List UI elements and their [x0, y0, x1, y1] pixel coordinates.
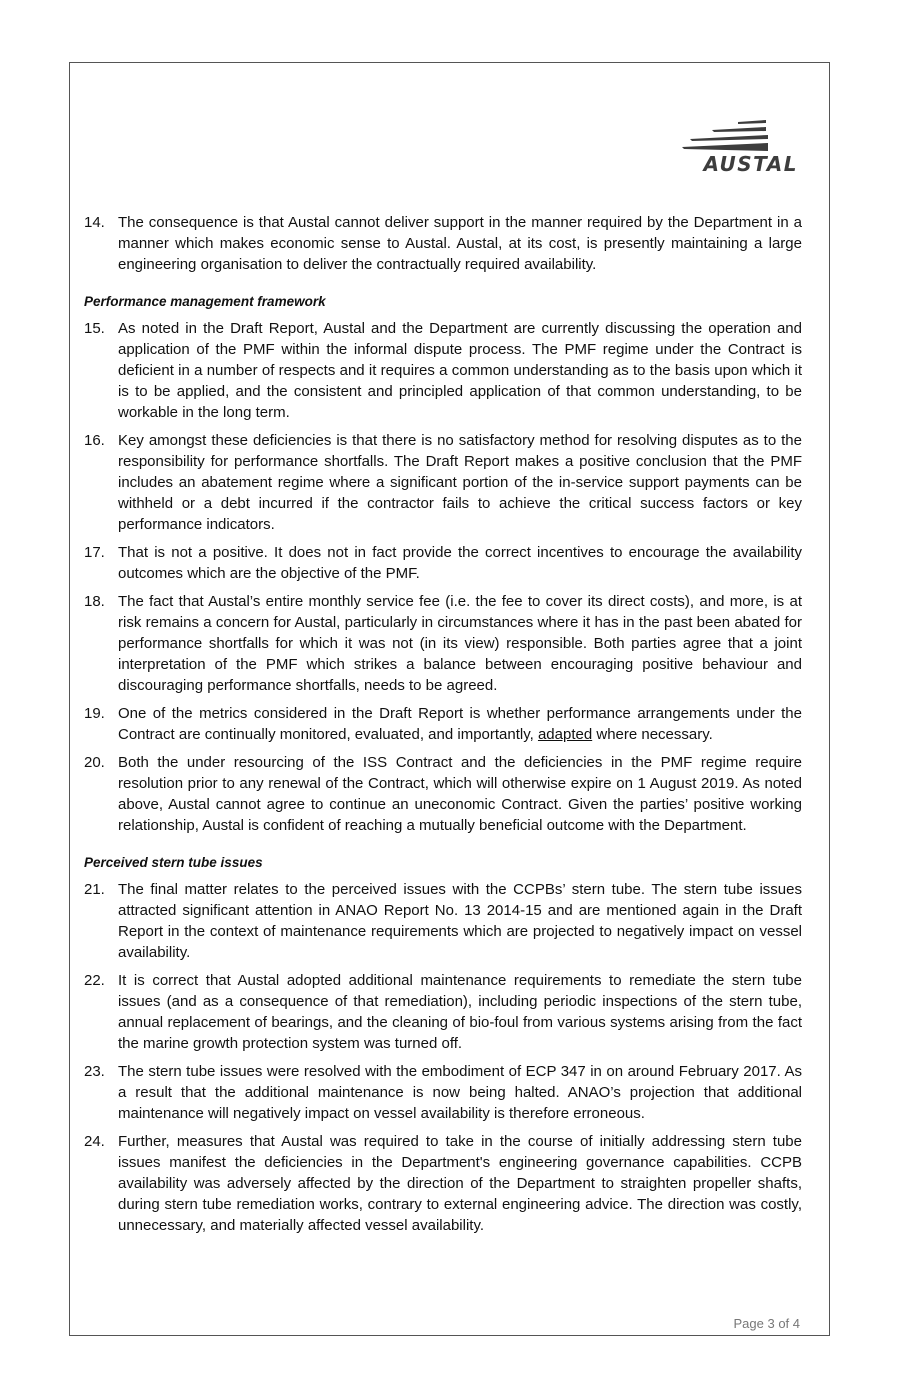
paragraph-number: 24.	[84, 1133, 105, 1150]
paragraph-16	[84, 430, 802, 535]
document-body	[84, 212, 802, 1243]
paragraph-text: The stern tube issues were resolved with the embodiment of ECP 347 in on around February 2017. As a result that the additional maintenance is now being halted. ANAO’s projection that additional maintenance will negatively impact on vessel availability is therefore erroneous.	[118, 1063, 802, 1122]
paragraph-number: 23.	[84, 1063, 105, 1080]
paragraph-19	[84, 703, 802, 745]
paragraph-number: 20.	[84, 754, 105, 771]
paragraph-text: As noted in the Draft Report, Austal and the Department are currently discussing the operation and application of the PMF within the informal dispute process. The PMF regime under the Contract is deficient in a number of respects and it requires a common understanding as to the basis upon which it is to be applied, and the consistent and principled application of that common understanding, to be workable in the long term.	[118, 320, 802, 421]
paragraph-number: 21.	[84, 881, 105, 898]
paragraph-23	[84, 1061, 802, 1124]
paragraph-number: 18.	[84, 593, 105, 610]
austal-logo	[682, 118, 800, 180]
paragraph-text: That is not a positive. It does not in fact provide the correct incentives to encourage the availability outcomes which are the objective of the PMF.	[118, 544, 802, 582]
paragraph-text: Both the under resourcing of the ISS Contract and the deficiencies in the PMF regime require resolution prior to any renewal of the Contract, which will otherwise expire on 1 August 2019. As noted above, Austal cannot agree to continue an uneconomic Contract. Given the parties’ positive working relationship, Austal is confident of reaching a mutually beneficial outcome with the Department.	[118, 754, 802, 834]
ship-hull-icon	[682, 118, 800, 152]
paragraph-text: It is correct that Austal adopted additional maintenance requirements to remediate the stern tube issues (and as a consequence of that remediation), including periodic inspections of the stern tube, annual replacement of bearings, and the cleaning of bio-foul from various systems arising from the fact the marine growth protection system was turned off.	[118, 972, 802, 1052]
paragraph-18	[84, 591, 802, 696]
paragraph-20	[84, 752, 802, 836]
page-number: Page 3 of 4	[733, 1316, 800, 1331]
paragraph-14	[84, 212, 802, 275]
paragraph-number: 16.	[84, 432, 105, 449]
paragraph-text-part: where necessary.	[592, 726, 713, 743]
paragraph-number: 15.	[84, 320, 105, 337]
paragraph-number: 22.	[84, 972, 105, 989]
underlined-word: adapted	[537, 726, 593, 743]
paragraph-text: The consequence is that Austal cannot deliver support in the manner required by the Department in a manner which makes economic sense to Austal. Austal, at its cost, is presently maintaining a large engineering organisation to deliver the contractually required availability.	[118, 214, 802, 273]
paragraph-21	[84, 879, 802, 963]
paragraph-22	[84, 970, 802, 1054]
paragraph-24	[84, 1131, 802, 1236]
paragraph-number: 14.	[84, 214, 105, 231]
paragraph-15	[84, 318, 802, 423]
logo-wordmark: AUSTAL	[703, 152, 798, 176]
paragraph-17	[84, 542, 802, 584]
paragraph-text: The final matter relates to the perceived issues with the CCPBs’ stern tube. The stern tube issues attracted significant attention in ANAO Report No. 13 2014-15 and are mentioned again in the Draft Report in the context of maintenance requirements which are projected to negatively impact on vessel availability.	[118, 881, 802, 961]
paragraph-text: Key amongst these deficiencies is that there is no satisfactory method for resolving disputes as to the responsibility for performance shortfalls. The Draft Report makes a positive conclusion that the PMF includes an abatement regime where a significant portion of the in-service support payments can be withheld or a debt incurred if the contractor fails to achieve the critical success factors or key performance indicators.	[118, 432, 802, 533]
paragraph-text: The fact that Austal’s entire monthly service fee (i.e. the fee to cover its direct costs), and more, is at risk remains a concern for Austal, particularly in circumstances where it has in the past been abated for performance shortfalls for which it was not (in its view) responsible. Both parties agree that a joint interpretation of the PMF which strikes a balance between encouraging positive behaviour and discouraging performance shortfalls, needs to be agreed.	[118, 593, 802, 694]
paragraph-text: Further, measures that Austal was required to take in the course of initially addressing stern tube issues manifest the deficiencies in the Department's engineering governance capabilities. CCPB availability was adversely affected by the direction of the Department to straighten propeller shafts, during stern tube remediation works, contrary to external engineering advice. The direction was costly, unnecessary, and materially affected vessel availability.	[118, 1133, 802, 1234]
section-heading-pmf: Performance management framework	[84, 294, 326, 309]
paragraph-text-part: One of the metrics considered in the Draft Report is whether performance arrangements under the Contract are continually monitored, evaluated, and importantly,	[118, 705, 802, 743]
paragraph-text	[118, 703, 802, 745]
paragraph-number: 17.	[84, 544, 105, 561]
paragraph-number: 19.	[84, 705, 105, 722]
section-heading-stern-tube: Perceived stern tube issues	[84, 855, 263, 870]
